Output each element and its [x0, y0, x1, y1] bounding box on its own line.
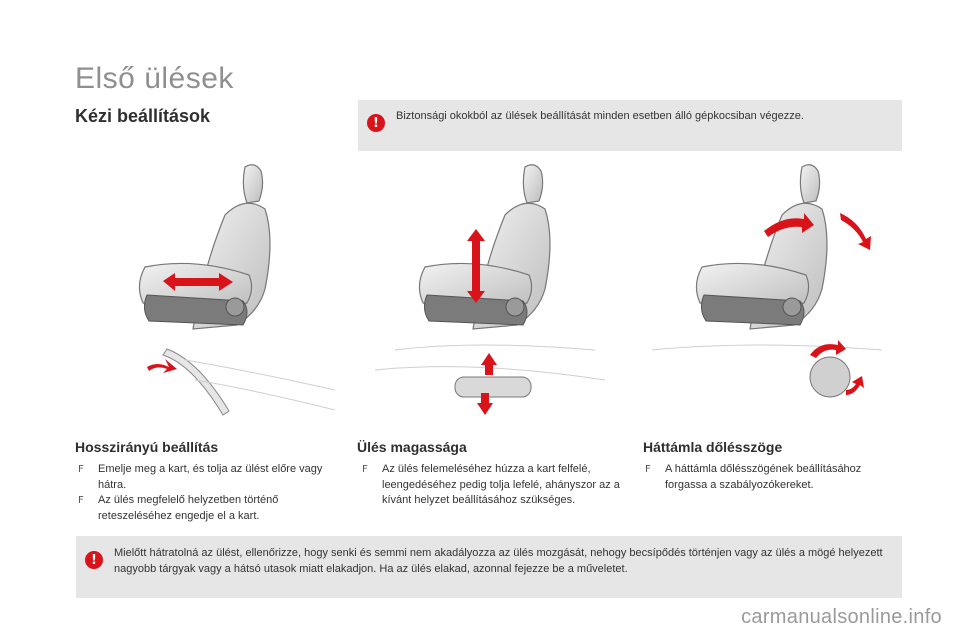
- column-title-height: Ülés magassága: [357, 439, 467, 455]
- column-title-longitudinal: Hosszirányú beállítás: [75, 439, 219, 455]
- seat-illustration-height: [355, 155, 625, 430]
- bullet-list-backrest: [645, 462, 895, 493]
- section-title: Kézi beállítások: [75, 106, 211, 126]
- seat-illustration-backrest: [632, 155, 902, 430]
- bullet-text: Az ülés megfelelő helyzetben történő reteszeléséhez engedje el a kart.: [98, 494, 279, 522]
- warning-text-top: Biztonsági okokból az ülések beállítását minden esetben álló gépkocsiban végezze.: [396, 110, 804, 122]
- warning-text-bottom: Mielőtt hátratolná az ülést, ellenőrizze, hogy senki és semmi nem akadályozza az ülés mozgását, nehogy becsípődés történjen vagy az ülés a mögé helyezett nagyobb tárgyak vagy a hátsó utasok miatt elakadjon. Ha az ülés elakad, azonnal fejezze be a műveletet.: [114, 547, 883, 575]
- warning-box-bottom: [76, 536, 902, 598]
- column-title-backrest: Háttámla dőlésszöge: [643, 439, 783, 455]
- warning-exclamation-icon: !: [85, 551, 103, 569]
- list-item: [78, 462, 328, 493]
- bullet-flag-icon: F: [645, 464, 651, 475]
- bullet-flag-icon: F: [78, 464, 84, 475]
- warning-exclamation-icon: !: [367, 114, 385, 132]
- warning-box-top: [358, 100, 902, 151]
- watermark: carmanualsonline.info: [741, 606, 942, 628]
- page-title: Első ülések: [75, 62, 234, 95]
- bullet-list-longitudinal: [78, 462, 328, 524]
- bullet-list-height: [362, 462, 624, 509]
- list-item: [78, 493, 328, 524]
- bullet-flag-icon: F: [78, 495, 84, 506]
- bullet-text: Emelje meg a kart, és tolja az ülést előre vagy hátra.: [98, 463, 323, 491]
- list-item: [362, 462, 624, 509]
- list-item: [645, 462, 895, 493]
- seat-illustration-longitudinal: [75, 155, 345, 430]
- bullet-text: A háttámla dőlésszögének beállításához forgassa a szabályozókereket.: [665, 463, 862, 491]
- bullet-flag-icon: F: [362, 464, 368, 475]
- bullet-text: Az ülés felemeléséhez húzza a kart felfelé, leengedéséhez pedig tolja lefelé, ahányszor az a kívánt helyzet beállításához szükséges.: [382, 463, 620, 506]
